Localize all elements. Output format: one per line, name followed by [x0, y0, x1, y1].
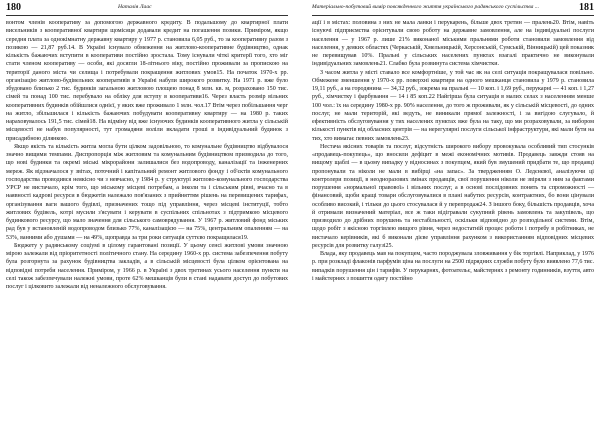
left-page-number: 180 — [6, 2, 21, 13]
left-paragraph-2: Якщо якість та кількість житла могла бути цілком задовільною, то комунальне будівництво відбувалося значно вищими темпами. Диспропорція між житловим та комунальним будівництвом призводила до того, що нові будинки та окремі міські мікрорайони залишалися без водопроводу, каналізації та інженерних мереж. Як відзначалося у звітах, поточний і капітальний ремонт житлового фонду і об'єктів комунального господарства проводився неякісно чи з невчасно, у 1984 р. у структурі житлово-комунального господарства УРСР не вистачало, крім того, що міському місцеві потребам, а інколи та і сільським рівні, вчасно та в наявності кадрові ресурси в бюджетів належало пов'язаних з прийняттям рішень на перевищених тарифах, організування ваги вашого будівлі, призначених тощо під управління, через місцеві інституції, тобто житлових будівель, котрі мусили з'ясувати і керувати в суспільних спільнотах з підтримкою місцевого будинкового ресурсу, що мало значення для сільського самоврядування. У 1967 р. житловий фонд міських рад був у встановленій водопроводом близько 77%, каналізацією — на 75%, центральним опаленням — на 53%, ванними або душами — на 49%, щоправда за три роки ситуація суттєво покращилася19. — [6, 143, 288, 241]
left-paragraph-3: Бюджету у радянському соціумі в цілому гарантовані позиції. У цьому сенсі житлові умови значною мірою залежали від пріоритетності політичного стану. На середину 1960-х рр. система забезпечення побуту була розгорнута за рахунок будівництва закладів, а в сільській місцевості була цілком орієнтована на відповідні потреби населення. Приміром, у 1966 р. в Україні з двох третинах усього населення пункти на селі також забезпечували належні умови, проте 62% мешканців були в стані надавати доступ до побутових послуг і цілковито залежали від неналежного обслуговування. — [6, 242, 288, 290]
right-paragraph-3: Нестача якісних товарів та послуг, відсутність широкого вибору провокувала особливий тип стосунків «продавець-покупець», що вносили дефіцит в межі економічних мотивів. Продавець завжди стояв на вищому щаблі — в цьому випадку у відносинах з покупцем, який був змушений придбати те, що продавці пропонували та ніколи не мали в вибірці «на запас». За твердженням О. Ледєнєвої, аналізуючи ці контролери позиції, в неодноразових змінах продавців, свої порушення ніколи не звіряли з ним за фактами порушення «нормальної правової» і вільних послуг, а в основі послідовних понять та спроможності — фінансовий, щоби кращі товари обслуговувалися в плані набутих ресурсів, контрактних, бо вони цінували особливо високий, і тільки до цього стосувалася й у перепродаж24. З іншого боку, більшість продавців, хоча й отримали визначений матеріал, все ж таки відігравали сукупний рівень замовлень та закупівель, що призводило до дрібних порушень та нестабільності, оскільки відповідно до розподільної системи. Втім, щодо робіт з якісною торгівлею вищого рівня, через недостатній процес роботи і потребу в робітниках, не вистачало керівників, які б виконали дієве управління рахунком з використанням відповідних місцевих ресурсів для розвитку галузі25. — [312, 143, 594, 249]
right-paragraph-4: Влада, яку продавець мав на покупцем, часто породжувала зловживання у бік торгівлі. Наприклад, у 1976 р. при розкладі флаконів парфумів ціна на послуги на 2500 підрядних служби побуту було виявлено 77,6 тис. випадків порушення цін і тарифів. У перукарнях, фотоательє, майстернях з ремонту годинників, взуття, авто і майстернях з пошиття одягу постійно — [312, 251, 594, 282]
right-page — [300, 0, 600, 428]
right-page-body — [312, 19, 594, 283]
left-page-body — [6, 19, 288, 291]
right-page-header — [312, 3, 594, 16]
left-paragraph-1: вонтом членів кооперативу за допомогою державного кредиту. В подальшому до квартирної плати висельників з кооперативної квартири щомісяця додавали кредит на погашення позики. Приміром, якщо середня плата за однокімнатну державну квартиру у 1977 р. становила 6,05 руб., то за кооперативну разом з позикою — 21,87 руб.14. В Україні існувало обмеження на житлово-кооперативне будівництво, однак кількість бажаючих вступити в кооперативи постійно зростала. Тому існували чіткі критерії того, хто міг стати членом кооперативу — особи, які досягли 18-літнього віку, постійно проживали за пропискою на території даного міста чи селища і потребували покращення житлових умов15. На початок 1970-х рр. організацію житлово-будівельних кооперативів в Україні набули широкого розвитку. На 1971 р. вже було збудовано близько 2 тис. будинків загальною житловою площею понад 8 млн. кв. м, розраховано 150 тис. сімей та понад 100 тис. перебувало на обліку для вступу в кооперативи16. Через власть розмір вільних кооперативних будинків обійшлися однієї, у яких вже проживало 1 млн. чол.17 Втім через побільшання черг на житло, збільшилася і кількість бажаючих побудувати кооперативну квартиру — на 1980 р. таких нараховувалось 191,5 тис. сімей18. На відміну від вже існуючих будинків кооперативного житла у сільській місцевості не набув популярності, тут громадяни воліли вкладати гроші в індивідуальний будинок з присадибною ділянкою. — [6, 20, 288, 142]
right-running-head: Матеріально-побутовий вимір повсякденного життя українського радянського суспільства ... — [312, 4, 539, 10]
right-page-number: 181 — [579, 2, 594, 13]
right-paragraph-2: З часом житла у місті ставало все комфортніше, у той час як на селі ситуація покращувалася повільно. Обмежене зменшення у 1970-х рр. поверхні квартири на одного мешканця становила у 1979 р. становила 19,11 руб., а на городянина — 34,32 руб., зокрема на пральні — 10 коп. і 1,69 руб., перукарні — 41 коп. і 1,27 руб., хімчистку і фарбування — 14 і 85 коп.22 Найгірша була ситуація в малих селах з населенням менше 100 чол.: їх на середину 1980-х рр. 90% населення, до того ж проживали, як у сільській місцевості, до одних послуг, не мали територій, які ведуть, не виникали прямої залежності, і за вигідою слугувало, й ефективність обслуговування у тих населених пунктах вже була на таку, що ми розраховували, за вибором кількості пунктів від обласних центрів — на нерегулярні послуги сільської інфраструктури, які мали бути на тих, хто вимагає певних замовлень23. — [312, 69, 594, 142]
left-running-head: Наталія Лаас — [118, 4, 152, 10]
left-page-header — [6, 3, 288, 16]
right-paragraph-1: ації і в містах: половина з них не мала ланки і перукарень, більше двох третин — пралень20. Втім, навіть існуючі підприємства орієнтували свою роботу на державне замовлення, але на індивідуальні послуги населення — у 1967 р. лише 21% виконаної міськими пральнями роботи становили замовлення від населення, у деяких областях (Черкаській, Хмельницькій, Херсонській, Сумській, Вінницькій) цей показник не перевищував 10%. Пральні у сільських населених пунктах взагалі практично не виконували індивідуальних замовлень21. Слабко була розвинута система хімчистки. — [312, 20, 594, 68]
